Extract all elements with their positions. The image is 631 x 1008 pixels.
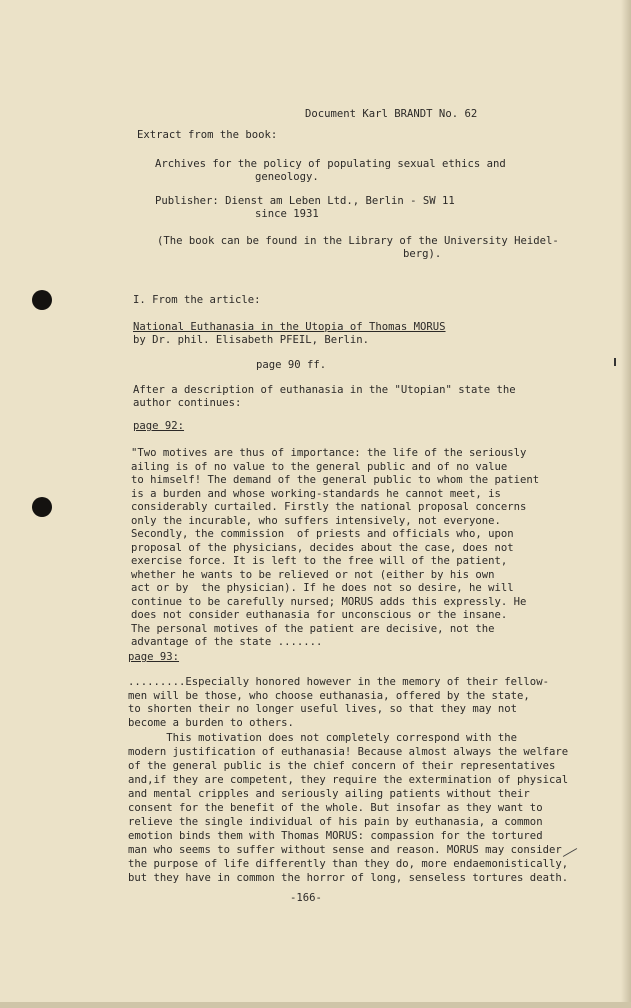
text-line: considerably curtailed. Firstly the national proposal concerns	[131, 501, 527, 513]
section-heading: I. From the article:	[133, 294, 261, 306]
text-line: men will be those, who choose euthanasia, offered by the state,	[128, 690, 530, 702]
publisher-line: since 1931	[255, 208, 319, 220]
text-line: continue to be carefully nursed; MORUS adds this expressly. He	[131, 596, 527, 608]
text-line: advantage of the state .......	[131, 636, 323, 648]
intro-line: author continues:	[133, 397, 242, 409]
margin-mark	[614, 358, 616, 366]
punch-hole	[32, 497, 52, 517]
page-edge-bottom	[0, 1002, 631, 1008]
text-line: but they have in common the horror of long, senseless tortures death.	[128, 872, 569, 884]
text-line: emotion binds them with Thomas MORUS: compassion for the tortured	[128, 830, 543, 842]
pencil-mark	[563, 848, 577, 857]
text-line: whether he wants to be relieved or not (either by his own	[131, 569, 495, 581]
document-number: Document Karl BRANDT No. 62	[305, 108, 478, 120]
text-line: and mental cripples and seriously ailing patients without their	[128, 788, 530, 800]
page-93-heading: page 93:	[128, 651, 180, 663]
page-92-heading: page 92:	[133, 420, 185, 432]
library-line: (The book can be found in the Library of the University Heidel-	[157, 235, 559, 247]
text-line: to shorten their no longer useful lives, so that they may not	[128, 703, 518, 715]
book-title-line: geneology.	[255, 171, 319, 183]
text-line: consent for the benefit of the whole. But insofar as they want to	[128, 802, 543, 814]
text-line: Secondly, the commission of priests and officials who, upon	[131, 528, 514, 540]
text-line: only the incurable, who suffers intensively, not everyone.	[131, 515, 501, 527]
text-line: relieve the single individual of his pain by euthanasia, a common	[128, 816, 543, 828]
text-line: become a burden to others.	[128, 717, 294, 729]
text-line: of the general public is the chief concern of their representatives	[128, 760, 556, 772]
text-line: act or by the physician). If he does not so desire, he will	[131, 582, 514, 594]
text-line: is a burden and whose working-standards he cannot meet, is	[131, 488, 501, 500]
text-line: "Two motives are thus of importance: the life of the seriously	[131, 447, 527, 459]
article-title: National Euthanasia in the Utopia of Thomas MORUS	[133, 321, 446, 333]
page-reference: page 90 ff.	[256, 359, 327, 371]
punch-hole	[32, 290, 52, 310]
text-line: the purpose of life differently than they do, more endaemonistically,	[128, 858, 569, 870]
text-line: ailing is of no value to the general public and of no value	[131, 461, 508, 473]
text-line: .........Especially honored however in the memory of their fellow-	[128, 676, 549, 688]
page-number: -166-	[290, 892, 322, 904]
text-line: exercise force. It is left to the free will of the patient,	[131, 555, 508, 567]
publisher-line: Publisher: Dienst am Leben Ltd., Berlin - SW 11	[155, 195, 455, 207]
text-line: man who seems to suffer without sense and reason. MORUS may consider	[128, 844, 562, 856]
book-title-line: Archives for the policy of populating sexual ethics and	[155, 158, 506, 170]
extract-intro: Extract from the book:	[137, 129, 278, 141]
article-author: by Dr. phil. Elisabeth PFEIL, Berlin.	[133, 334, 369, 346]
text-line: This motivation does not completely correspond with the	[128, 732, 518, 744]
text-line: proposal of the physicians, decides about the case, does not	[131, 542, 514, 554]
intro-line: After a description of euthanasia in the "Utopian" state the	[133, 384, 516, 396]
text-line: to himself! The demand of the general public to whom the patient	[131, 474, 540, 486]
text-line: and,if they are competent, they require the extermination of physical	[128, 774, 569, 786]
text-line: modern justification of euthanasia! Because almost always the welfare	[128, 746, 569, 758]
library-line: berg).	[403, 248, 442, 260]
text-line: The personal motives of the patient are decisive, not the	[131, 623, 495, 635]
text-line: does not consider euthanasia for unconscious or the insane.	[131, 609, 508, 621]
page-edge	[621, 0, 631, 1008]
